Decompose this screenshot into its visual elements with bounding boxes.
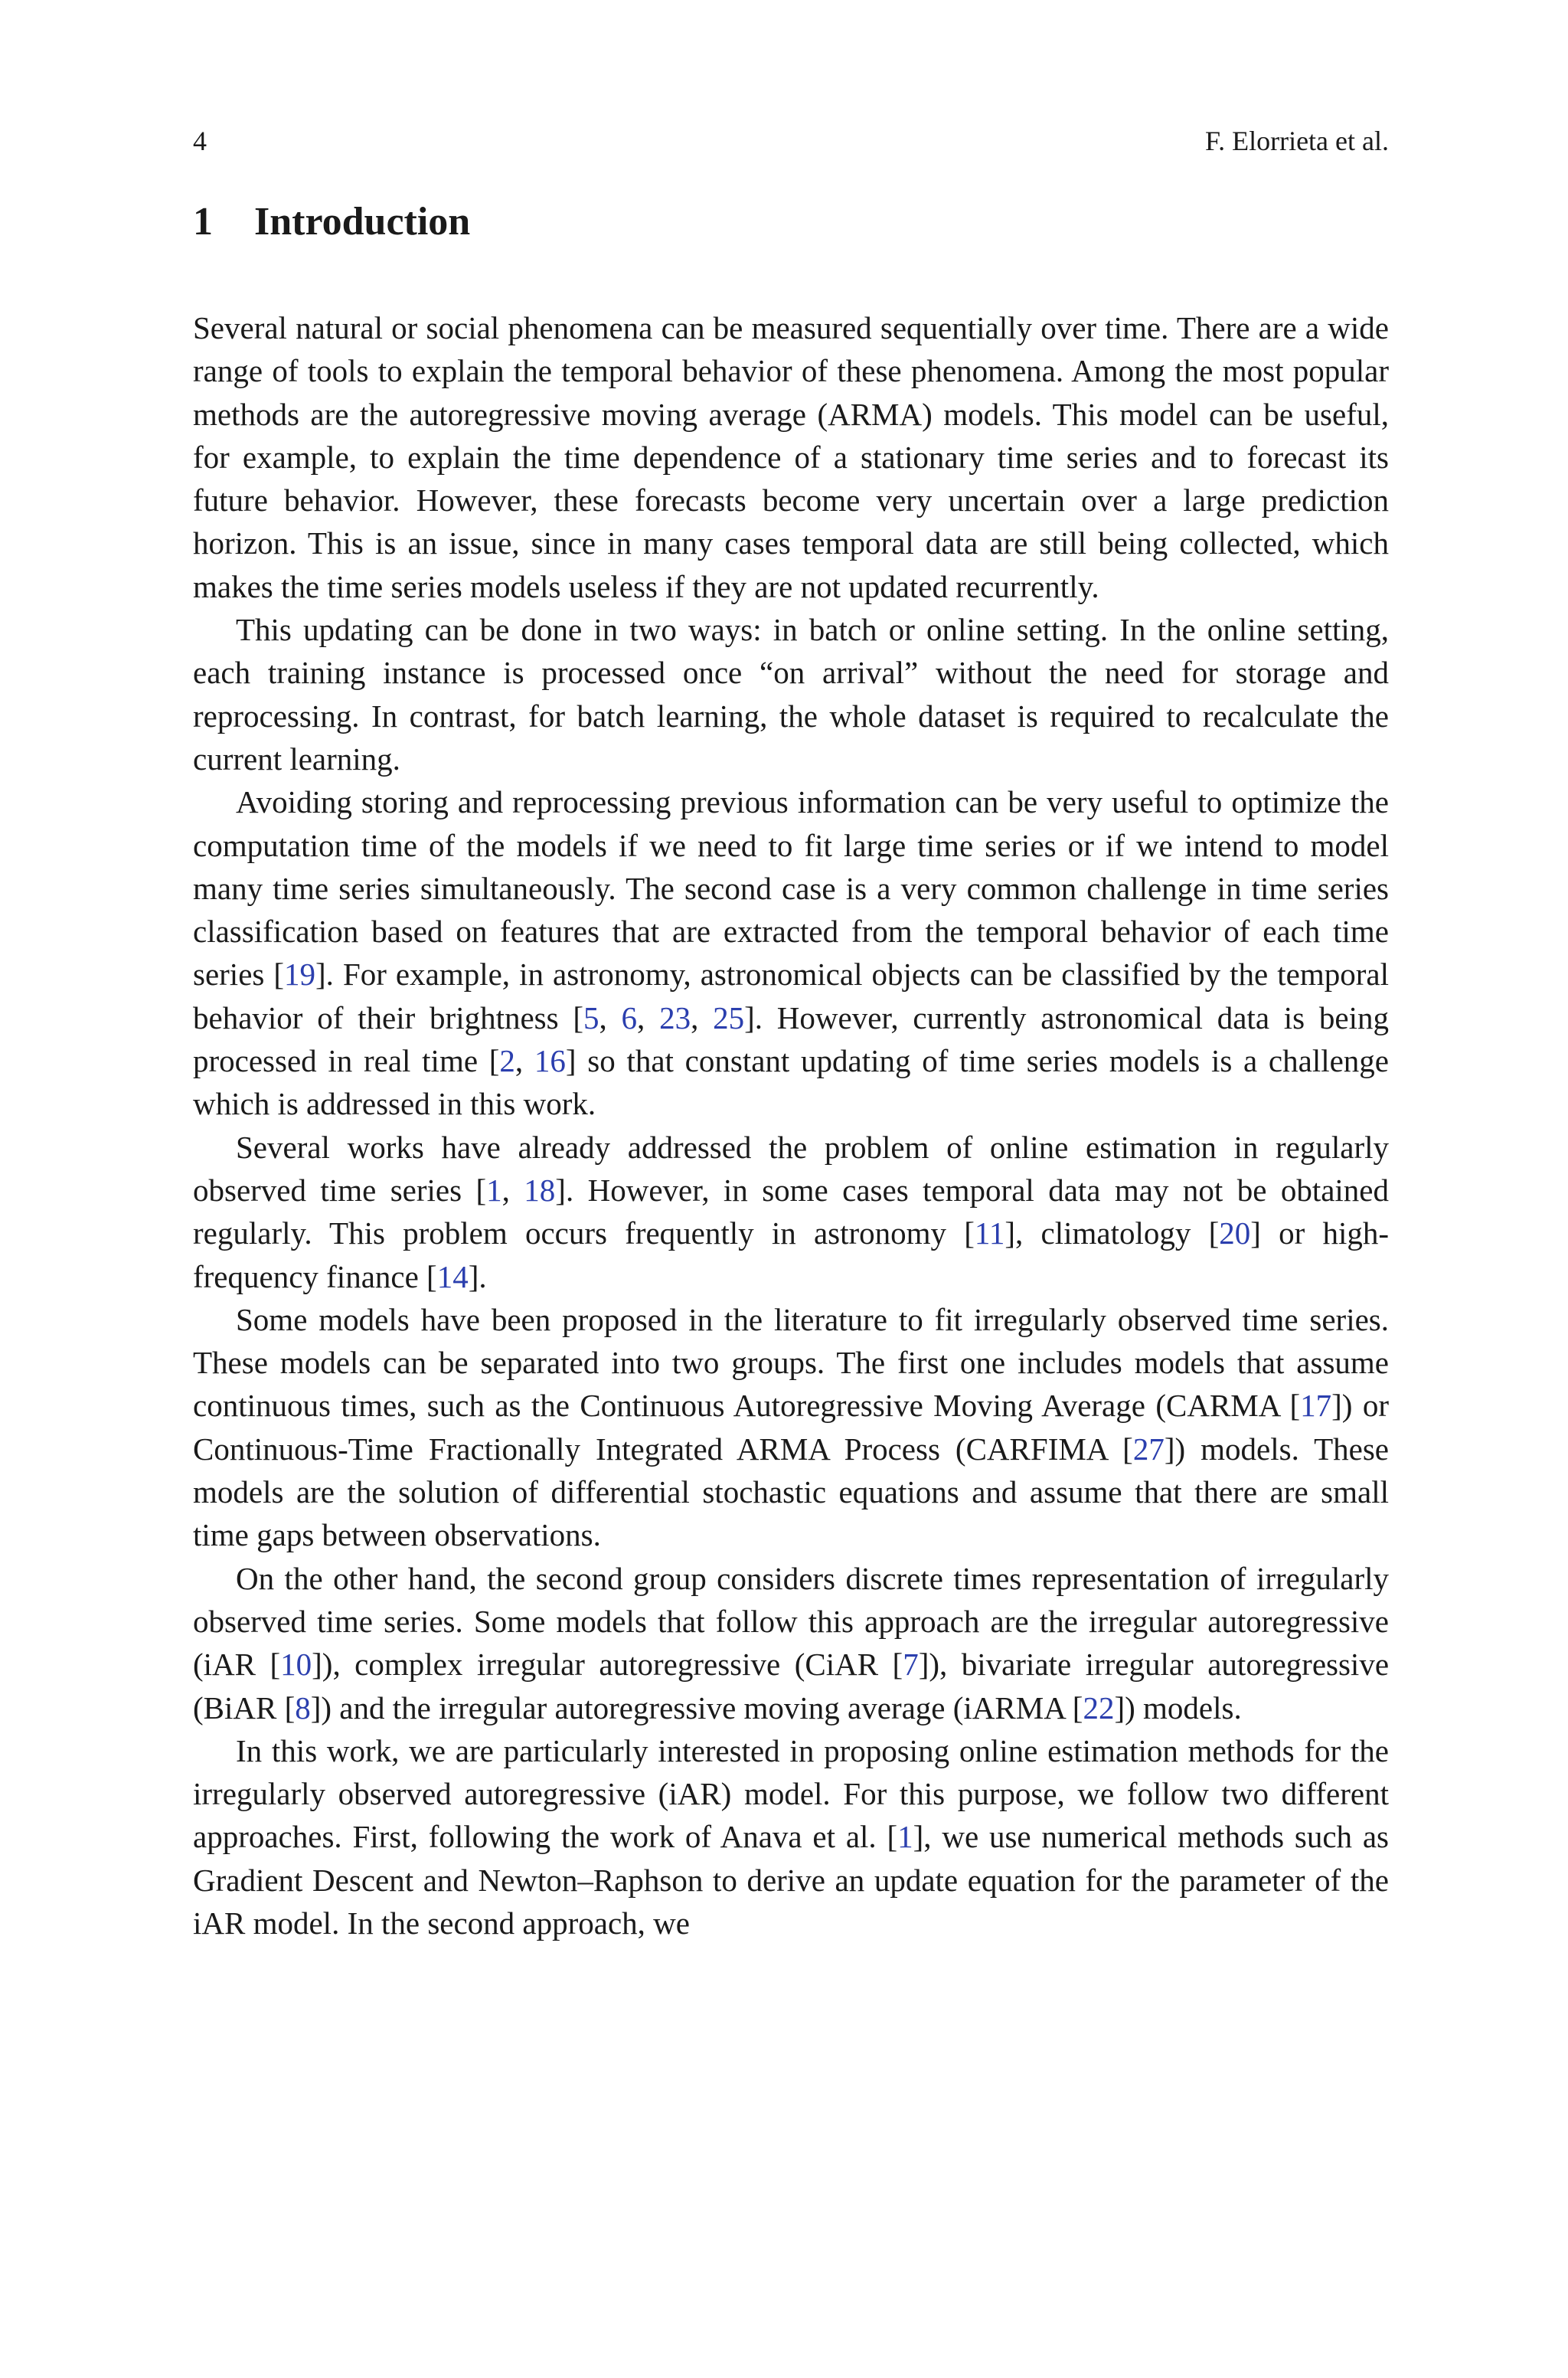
text-run: ], we use numerical methods such as Gradient Descent and Newton–Raphson to derive an update equation for the parameter of the iAR model. In the second approach, we	[193, 1819, 1389, 1941]
text-run: ,	[637, 999, 660, 1035]
citation-link[interactable]: 19	[284, 957, 316, 993]
text-run: ].	[468, 1258, 487, 1294]
paragraph	[193, 306, 1389, 608]
paragraph	[193, 1126, 1389, 1298]
text-run: ]. However, currently astronomical data is being processed in real time [	[193, 999, 1389, 1079]
text-run: ], climatology [	[1004, 1215, 1220, 1251]
text-run: ]) models.	[1114, 1689, 1242, 1725]
citation-link[interactable]: 10	[280, 1647, 312, 1683]
paragraph	[193, 780, 1389, 1125]
paragraph	[193, 1729, 1389, 1945]
citation-link[interactable]: 1	[486, 1172, 502, 1208]
text-run: ] or high-frequency finance [	[193, 1215, 1389, 1294]
running-author: F. Elorrieta et al.	[1204, 126, 1389, 156]
text-run: ] so that constant updating of time series models is a challenge which is addressed in this work.	[193, 1043, 1390, 1122]
text-run: Avoiding storing and reprocessing previous information can be very useful to optimize the computation time of the models if we need to fit large time series or if we intend to model many time series simultaneously. The second case is a very common challenge in time series classification based on features that are extracted from the temporal behavior of each time series [	[193, 784, 1389, 993]
citation-link[interactable]: 27	[1132, 1431, 1165, 1467]
text-run: ,	[691, 999, 714, 1035]
text-run: Several natural or social phenomena can be measured sequentially over time. There are a wide range of tools to explain the temporal behavior of these phenomena. Among the most popular methods are the autoregressive moving average (ARMA) models. This model can be useful, for example, to explain the time dependence of a stationary time series and to forecast its future behavior. However, these forecasts become very uncertain over a large prediction horizon. This is an issue, since in many cases temporal data are still being collected, which makes the time series models useless if they are not updated recurrently.	[193, 310, 1389, 604]
citation-link[interactable]: 20	[1219, 1215, 1251, 1251]
text-run: ,	[501, 1172, 524, 1208]
citation-link[interactable]: 6	[621, 999, 638, 1035]
paragraph	[193, 608, 1389, 780]
text-run: ,	[599, 999, 622, 1035]
paragraph	[193, 1298, 1389, 1557]
text-run: ]), bivariate irregular autoregressive (BiAR [	[193, 1647, 1390, 1725]
text-run: Several works have already addressed the problem of online estimation in regularly observed time series [	[193, 1129, 1389, 1208]
section-title: Introduction	[254, 200, 471, 244]
citation-link[interactable]: 5	[583, 999, 599, 1035]
citation-link[interactable]: 14	[436, 1258, 469, 1294]
text-run: ,	[514, 1043, 534, 1079]
citation-link[interactable]: 2	[499, 1043, 515, 1079]
text-run: ]) and the irregular autoregressive moving average (iARMA [	[310, 1689, 1083, 1725]
text-run: In this work, we are particularly interested in proposing online estimation methods for the irregularly observed autoregressive (iAR) model. For this purpose, we follow two different approaches. First, following the work of Anava et al. [	[193, 1732, 1389, 1855]
citation-link[interactable]: 16	[534, 1043, 566, 1079]
page-number: 4	[193, 126, 207, 156]
citation-link[interactable]: 22	[1083, 1689, 1115, 1725]
text-run: ]) or Continuous-Time Fractionally Integrated ARMA Process (CARFIMA [	[193, 1388, 1389, 1467]
citation-link[interactable]: 7	[903, 1647, 919, 1683]
text-run: This updating can be done in two ways: in batch or online setting. In the online setting, each training instance is processed once “on arrival” without the need for storage and reprocessing. In contrast, for batch learning, the whole dataset is required to recalculate the current learning.	[193, 612, 1389, 777]
text-run: Some models have been proposed in the literature to fit irregularly observed time series. These models can be separated into two groups. The first one includes models that assume continuous times, such as the Continuous Autoregressive Moving Average (CARMA [	[193, 1301, 1389, 1424]
running-head	[193, 124, 1389, 158]
section-number: 1	[193, 200, 213, 244]
text-run: ]. For example, in astronomy, astronomical objects can be classified by the temporal behavior of their brightness [	[193, 957, 1389, 1035]
citation-link[interactable]: 8	[295, 1689, 311, 1725]
body-text	[193, 306, 1389, 1945]
citation-link[interactable]: 25	[713, 999, 745, 1035]
citation-link[interactable]: 18	[524, 1172, 556, 1208]
citation-link[interactable]: 23	[659, 999, 691, 1035]
citation-link[interactable]: 11	[974, 1215, 1005, 1251]
text-run: On the other hand, the second group considers discrete times representation of irregularly observed time series. Some models that follow this approach are the irregular autoregressive (iAR [	[193, 1560, 1389, 1683]
paragraph	[193, 1557, 1389, 1729]
text-run: ]), complex irregular autoregressive (CiAR [	[312, 1647, 903, 1683]
text-run: ]) models. These models are the solution of differential stochastic equations and assume that there are small time gaps between observations.	[193, 1431, 1389, 1553]
citation-link[interactable]: 1	[897, 1819, 913, 1855]
section-heading	[193, 198, 470, 247]
citation-link[interactable]: 17	[1300, 1388, 1332, 1424]
text-run: ]. However, in some cases temporal data may not be obtained regularly. This problem occurs frequently in astronomy [	[193, 1172, 1389, 1251]
